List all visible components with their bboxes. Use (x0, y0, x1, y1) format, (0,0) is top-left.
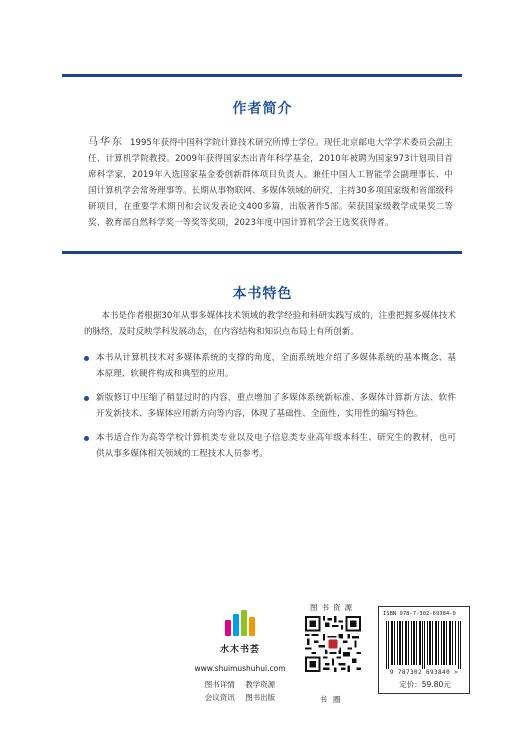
publisher-name: 水木书荟 (219, 645, 260, 655)
list-item-text: 本书从计算机技术对多媒体系统的支撑的角度，全面系统地介绍了多媒体系统的基本概念、基本原理、软硬件构成和典型的应用。 (96, 353, 456, 379)
bullet-dot-icon (84, 436, 89, 441)
qr-caption: 书圈 (319, 695, 347, 704)
features-body (84, 308, 456, 470)
list-item-text: 新版修订中压缩了稍显过时的内容，重点增加了多媒体系统新标准、多媒体计算新方法、软件开发新技术、多媒体应用新方向等内容，体现了基础性、全面性、实用性的编写特色。 (96, 393, 456, 419)
link-book-publishing[interactable]: 图书出版 (245, 693, 276, 702)
links-row-1 (160, 678, 320, 691)
publisher-url[interactable]: www.shuimushuhui.com (194, 664, 286, 673)
link-book-details[interactable]: 图书详情 (204, 680, 235, 689)
features-heading: 本书特色 (232, 286, 293, 302)
middle-divider (62, 251, 462, 254)
author-bio (88, 135, 453, 231)
logo-bar (225, 620, 231, 636)
link-teaching-resources[interactable]: 教学资源 (245, 680, 276, 689)
publisher-links (160, 678, 320, 704)
isbn-label: ISBN 978-7-302-69384-0 (383, 611, 456, 617)
list-item (84, 430, 456, 462)
author-name: 马华东 (88, 137, 125, 148)
isbn-digits: 9 787302 693840 > (389, 669, 459, 676)
publisher-logo (200, 610, 280, 655)
top-divider (62, 74, 462, 77)
features-intro: 本书是作者根据30年从事多媒体技术领域的教学经验和科研实践写成的，注重把握多媒体技术的脉络，及时反映学科发展动态，在内容结构和知识点布局上有所创新。 (84, 311, 456, 337)
logo-bar (233, 614, 239, 636)
links-row-2 (160, 691, 320, 704)
logo-bar (249, 617, 255, 636)
logo-bar (241, 610, 247, 636)
bullet-dot-icon (84, 356, 89, 361)
list-item-text: 本书适合作为高等学校计算机类专业以及电子信息类专业高年级本科生、研究生的教材，也可供从事多媒体相关领域的工程技术人员参考。 (96, 433, 456, 459)
list-item (84, 350, 456, 382)
barcode-bars-icon (385, 621, 463, 669)
qr-code-icon[interactable] (305, 616, 361, 672)
isbn-barcode (378, 606, 470, 694)
link-conference-news[interactable]: 会议资讯 (204, 693, 235, 702)
price-label: 定价：59.80元 (399, 680, 451, 689)
book-logo-icon (225, 610, 255, 636)
author-bio-text: 1995年获得中国科学院计算技术研究所博士学位。现任北京邮电大学学术委员会副主任、计算机学院教授。2009年获得国家杰出青年科学基金，2010年被聘为国家973计划项目首席科学家，2019年入选国家基金委创新群体项目负责人。兼任中国人工智能学会副理事长、中国计算机学会常务理事等。长期从事物联网、多媒体领域的研究，主持30多项国家级和省部级科研项目，在重要学术期刊和会议发表论文400多篇，出版著作5部。荣获国家级教学成果奖二等奖、教育部自然科学奖一等奖等奖项，2023年度中国计算机学会王选奖获得者。 (88, 138, 454, 228)
bullet-dot-icon (84, 396, 89, 401)
qr-title: 图书资源 (310, 603, 356, 612)
author-heading: 作者简介 (232, 101, 293, 117)
list-item (84, 390, 456, 422)
features-list (84, 350, 456, 462)
